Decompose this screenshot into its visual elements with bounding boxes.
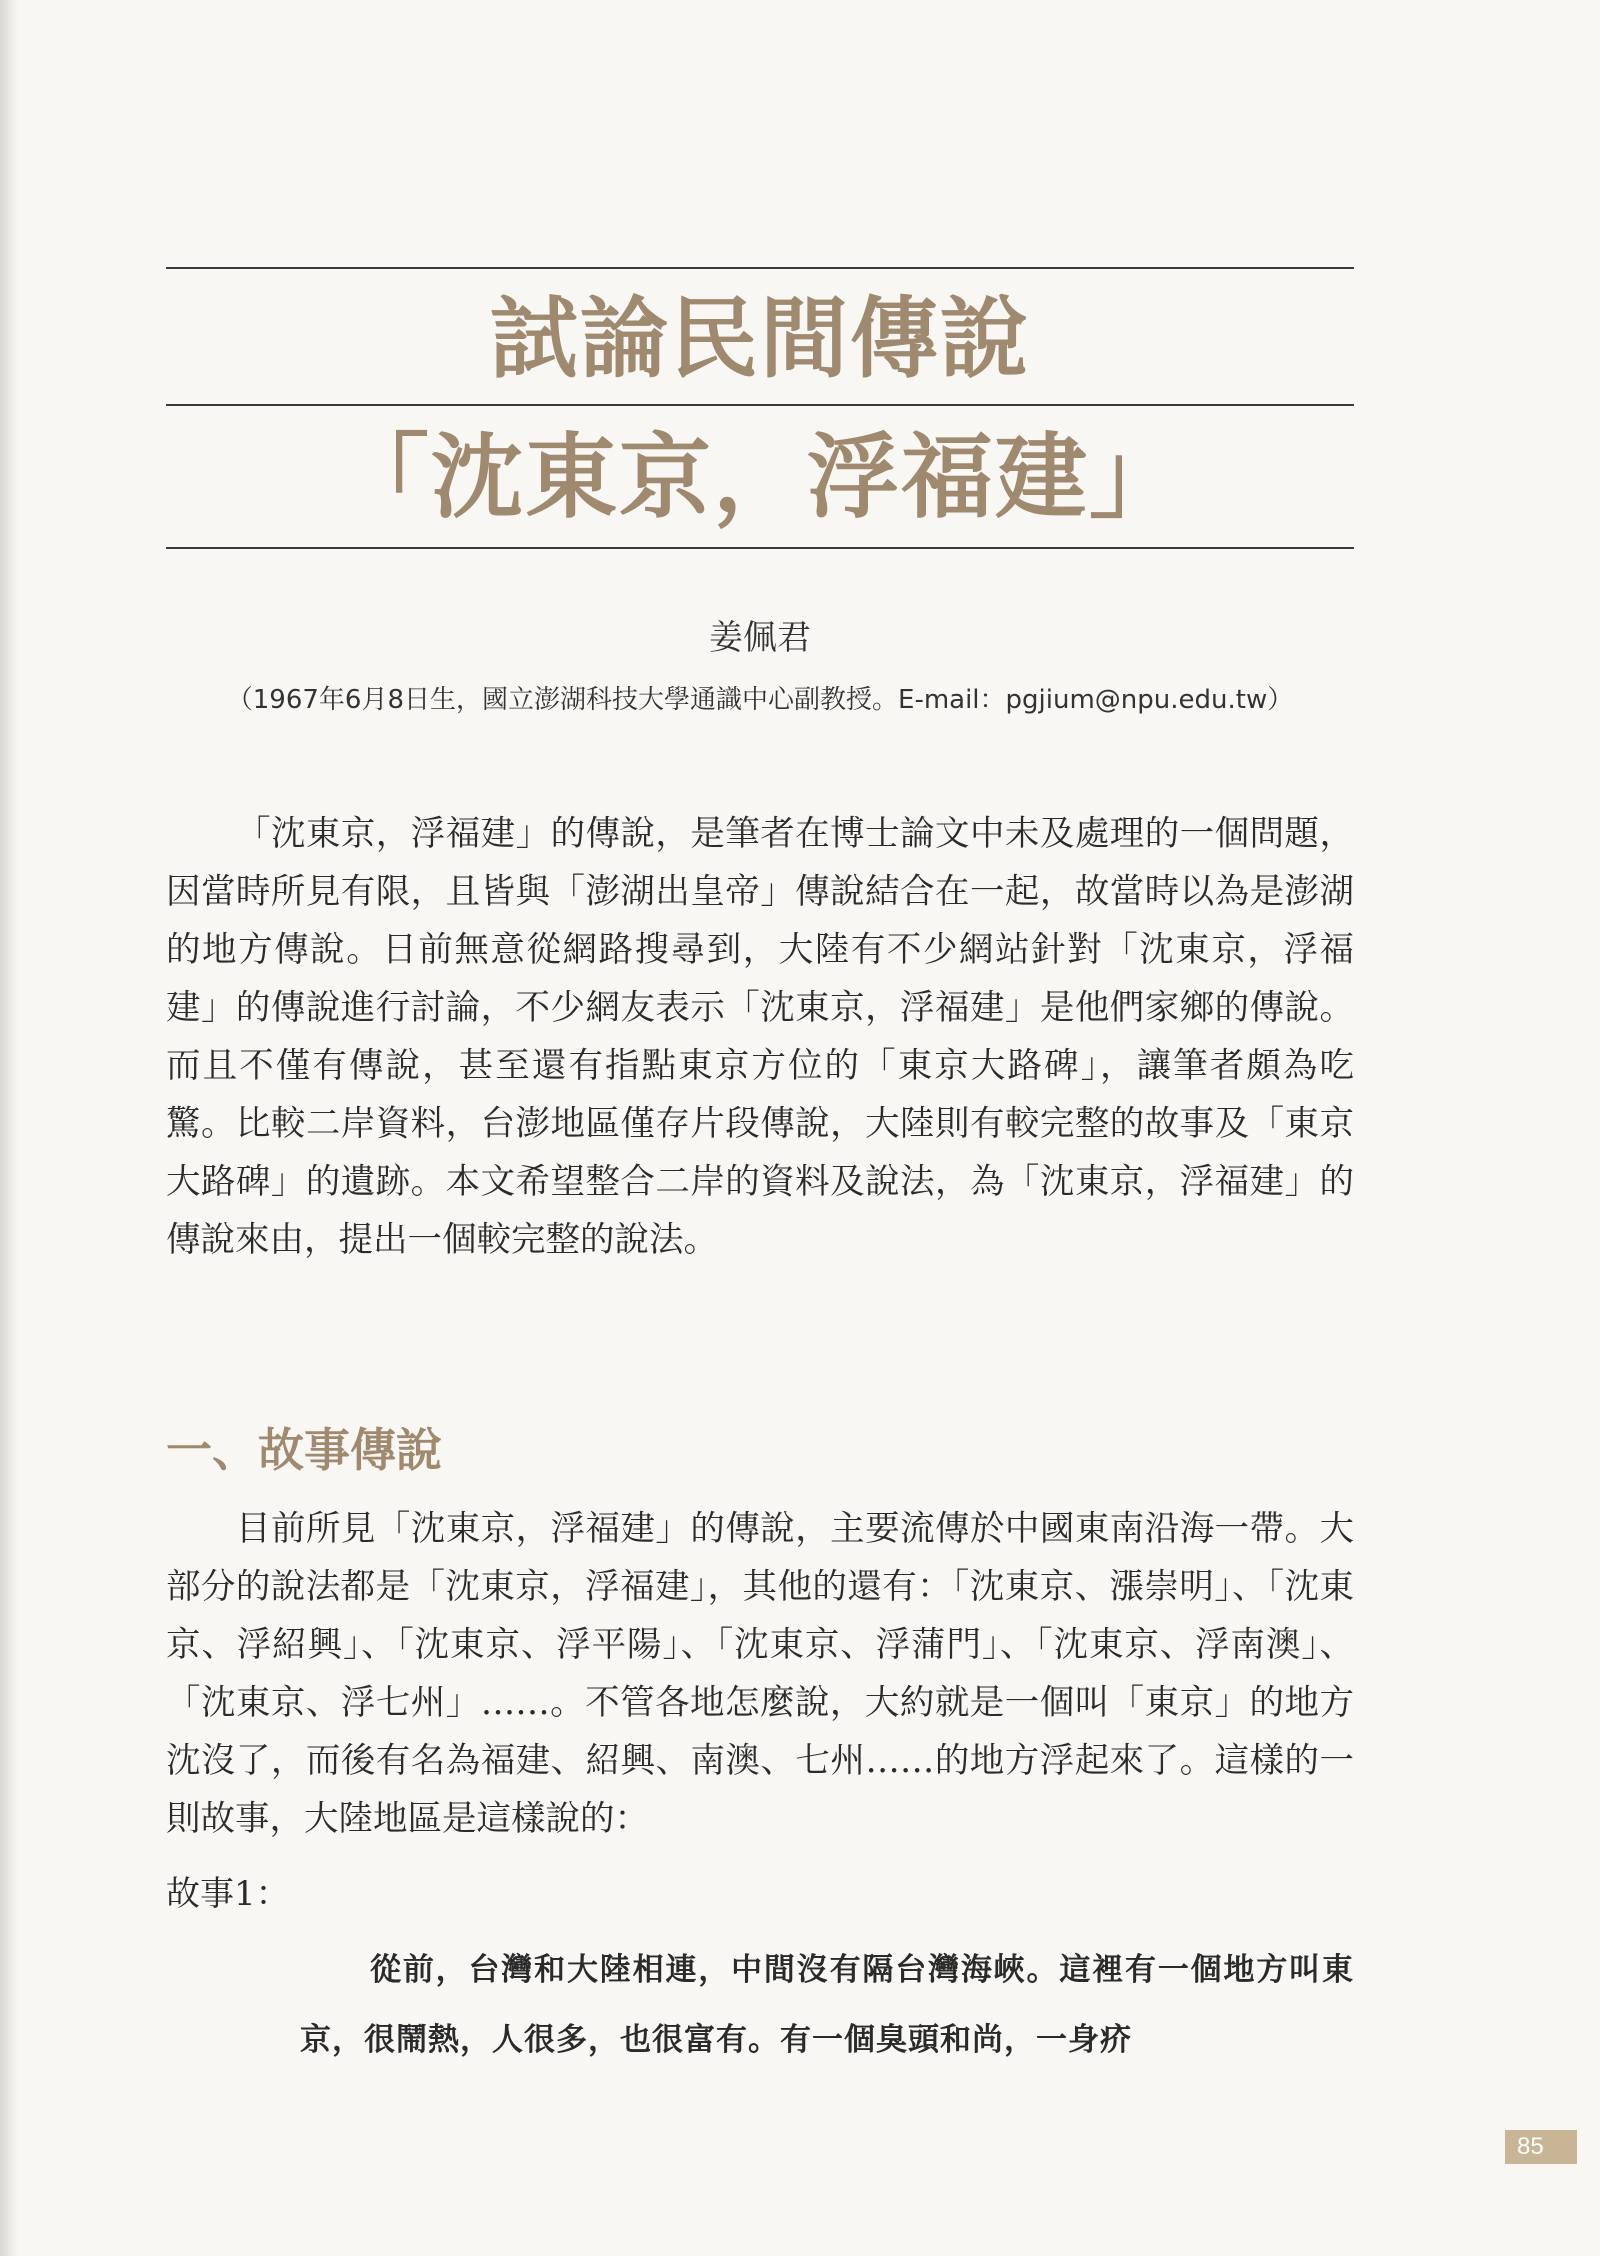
abstract-paragraph: 「沈東京，浮福建」的傳說，是筆者在博士論文中未及處理的一個問題，因當時所見有限，且皆與「澎湖出皇帝」傳說結合在一起，故當時以為是澎湖的地方傳說。日前無意從網路搜尋到，大陸有不少網站針對「沈東京，浮福建」的傳說進行討論，不少網友表示「沈東京，浮福建」是他們家鄉的傳說。而且不僅有傳說，甚至還有指點東京方位的「東京大路碑」，讓筆者頗為吃驚。比較二岸資料，台澎地區僅存片段傳說，大陸則有較完整的故事及「東京大路碑」的遺跡。本文希望整合二岸的資料及說法，為「沈東京，浮福建」的傳說來由，提出一個較完整的說法。 [166,814,1354,1260]
page-number: 85 [1505,2130,1577,2164]
body-paragraph: 目前所見「沈東京，浮福建」的傳說，主要流傳於中國東南沿海一帶。大部分的說法都是「沈東京，浮福建」，其他的還有：「沈東京、漲崇明」、「沈東京、浮紹興」、「沈東京、浮平陽」、「沈東京、浮蒲門」、「沈東京、浮南澳」、「沈東京、浮七州」……。不管各地怎麼說，大約就是一個叫「東京」的地方沈沒了，而後有名為福建、紹興、南澳、七州……的地方浮起來了。這樣的一則故事，大陸地區是這樣說的： [166,1509,1354,1839]
page-title: 試論民間傳說 [489,286,1030,390]
page-subtitle: 「沈東京，浮福建」 [336,423,1183,531]
title-rule-top [166,267,1354,269]
story-quote: 從前，台灣和大陸相連，中間沒有隔台灣海峽。這裡有一個地方叫東京，很鬧熱，人很多，也很富有。有一個臭頭和尚，一身疥 [300,1952,1354,2058]
author-affiliation: （1967年6月8日生，國立澎湖科技大學通識中心副教授。E-mail：pgjium@npu.edu.tw） [226,685,1294,715]
story-label: 故事1： [166,1874,290,1914]
title-rule-bottom [166,547,1354,549]
author-name: 姜佩君 [709,618,811,658]
title-rule-middle [166,404,1354,406]
page-edge [0,0,18,2256]
section-heading: 一、故事傳說 [166,1423,442,1477]
